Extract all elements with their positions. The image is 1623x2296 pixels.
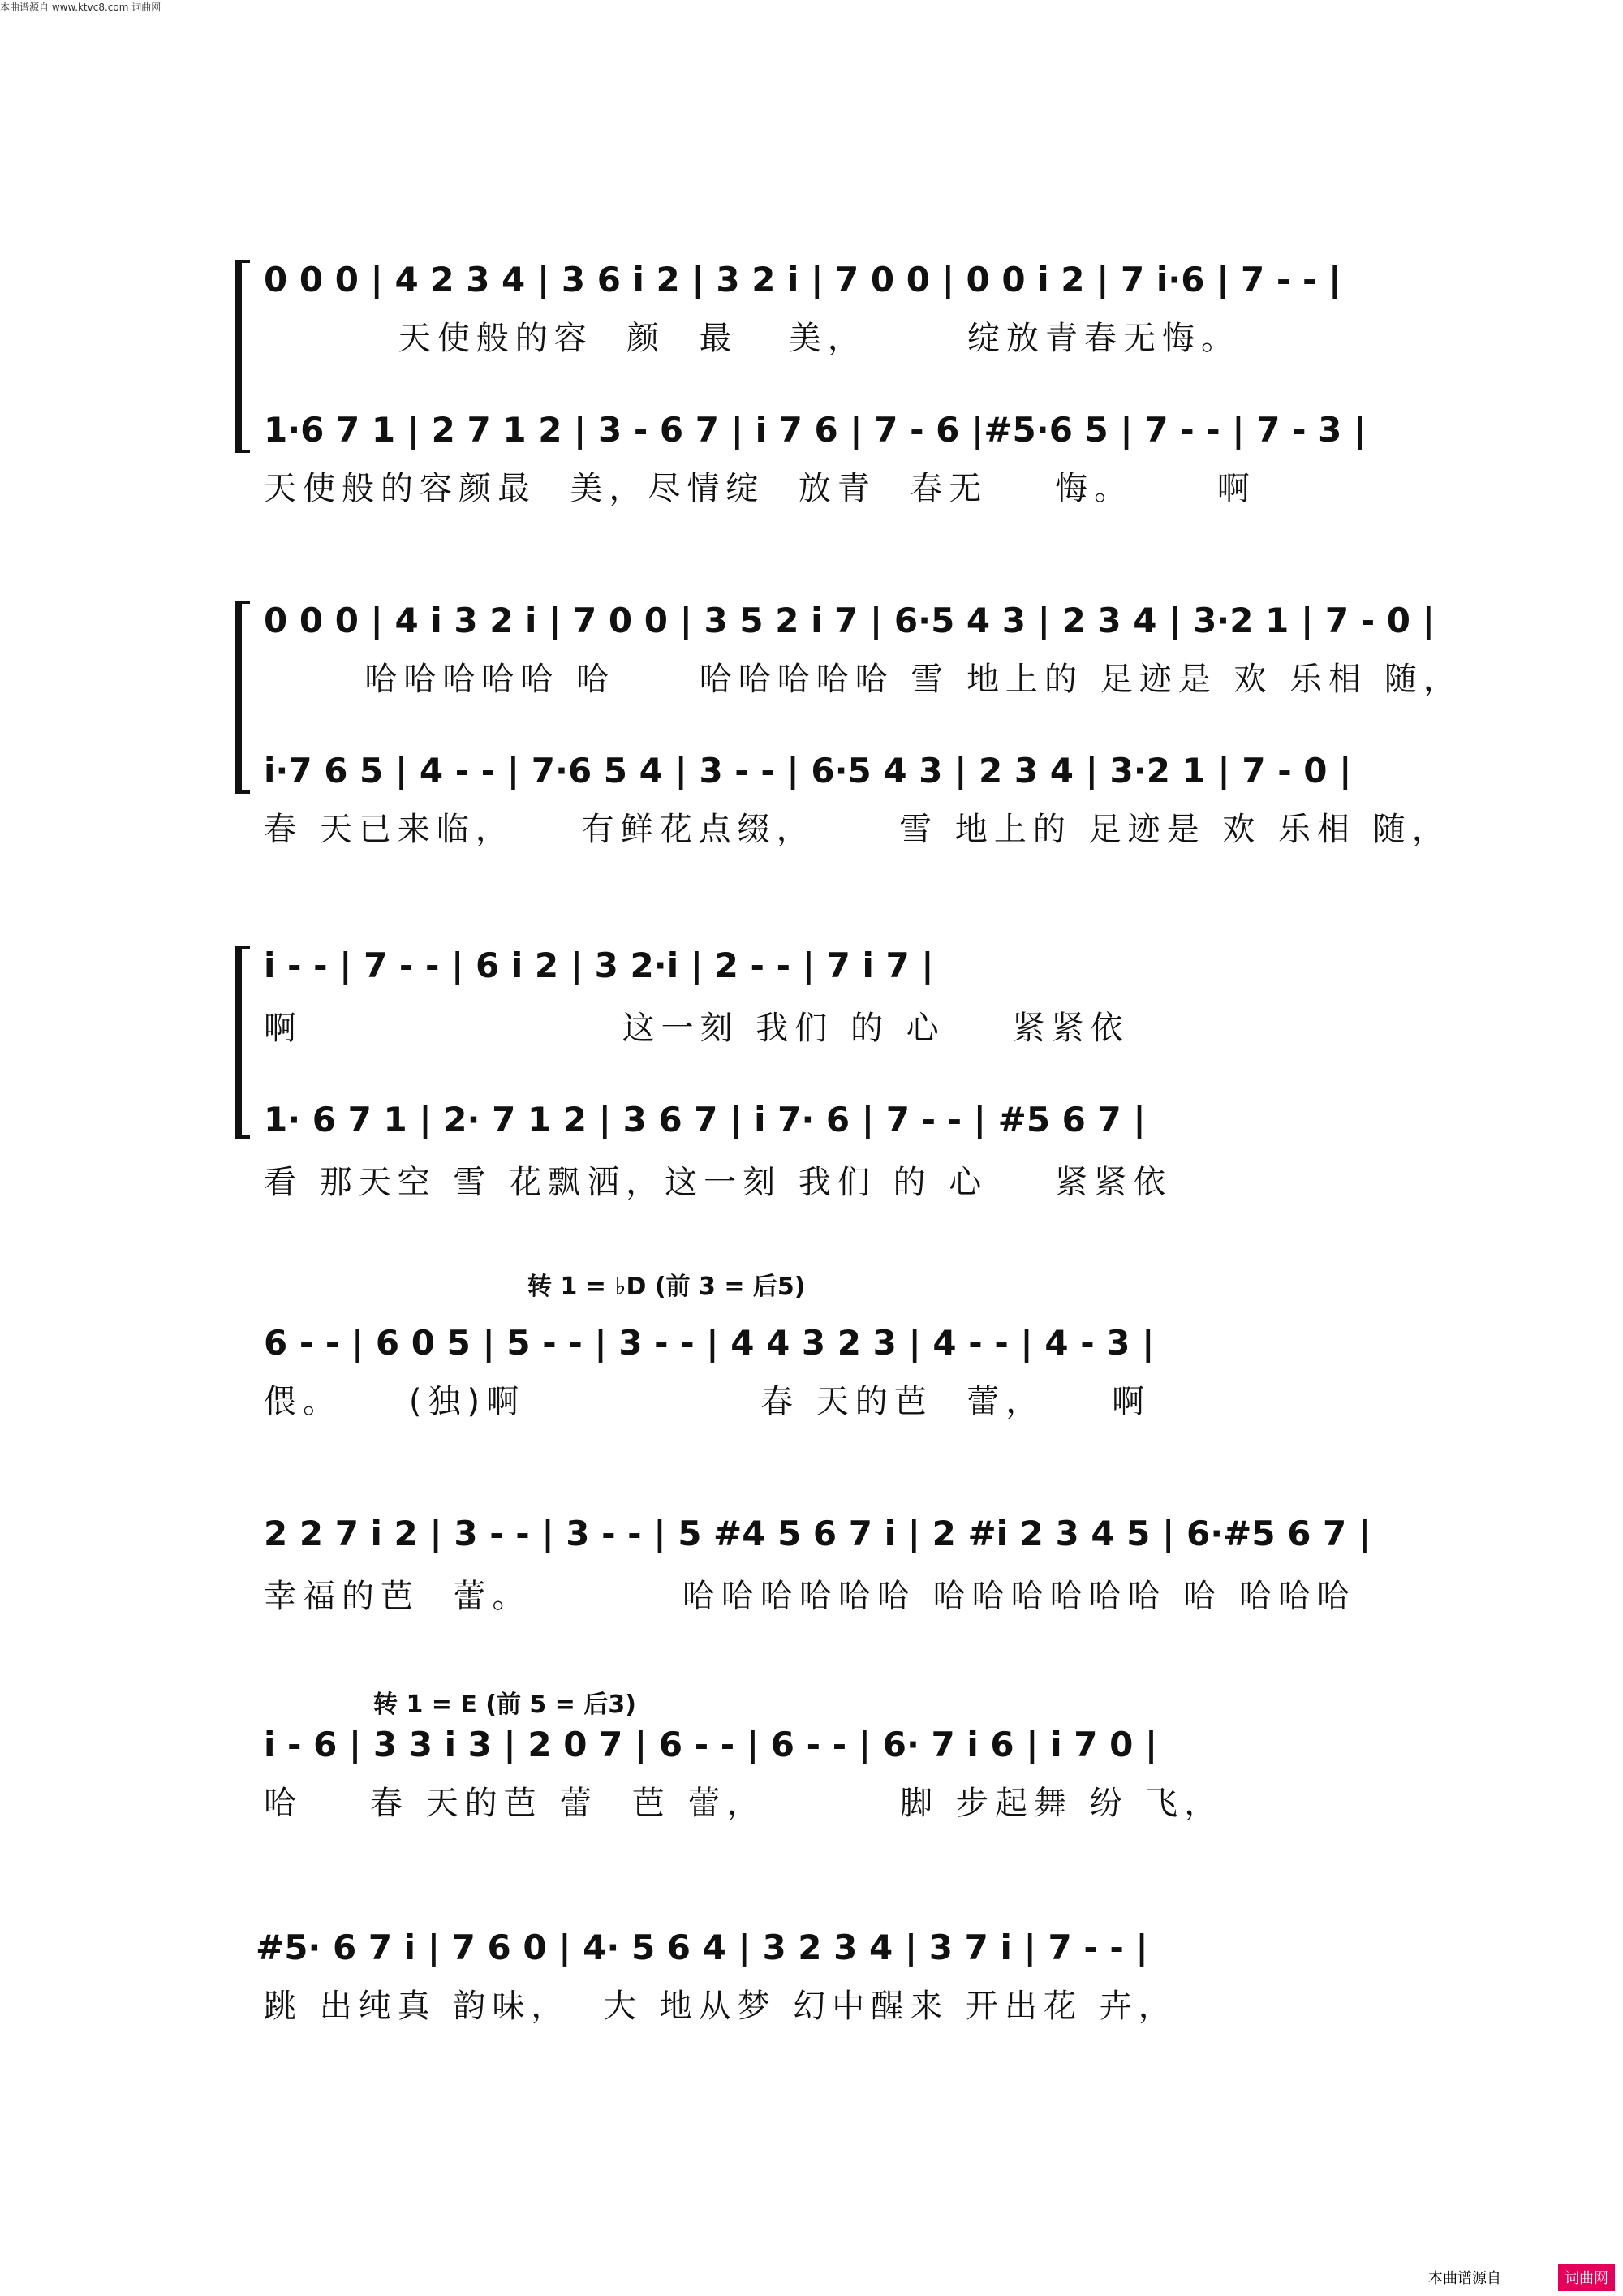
lyrics-line: 哈哈哈哈哈 哈 哈哈哈哈哈 雪 地上的 足迹是 欢 乐相 随， [264, 661, 1462, 698]
notes-line: i·7 6 5 | 4 - - | 7·6 5 4 | 3 - - | 6·5 4 3 | 2 3 4 | 3·2 1 | 7 - 0 | [264, 751, 1352, 790]
notes-line: 6 - - | 6 0 5 | 5 - - | 3 - - | 4 4 3 2 3 | 4 - - | 4 - 3 | [264, 1323, 1155, 1363]
lyrics-line: 天使般的容颜最 美，尽情绽 放青 春无 悔。 啊 [264, 470, 1256, 507]
notes-line: #5· 6 7 i | 7 6 0 | 4· 5 6 4 | 3 2 3 4 | 3 7 i | 7 - - | [256, 1928, 1148, 1967]
lyrics-line: 天使般的容 颜 最 美， 绽放青春无悔。 [264, 320, 1241, 357]
notes-line: 2 2 7 i 2 | 3 - - | 3 - - | 5 #4 5 6 7 i | 2 #i 2 3 4 5 | 6·#5 6 7 | [264, 1514, 1371, 1553]
lyrics-line: 幸福的芭 蕾。 哈哈哈哈哈哈 哈哈哈哈哈哈 哈 哈哈哈 [264, 1578, 1357, 1615]
lyrics-line: 春 天已来临， 有鲜花点缀， 雪 地上的 足迹是 欢 乐相 随， [264, 811, 1451, 848]
key-modulation: 转 1 = ♭D (前 3 = 后5) [527, 1273, 806, 1301]
notes-line: 1· 6 7 1 | 2· 7 1 2 | 3 6 7 | i 7· 6 | 7 - - | #5 6 7 | [264, 1100, 1146, 1139]
lyrics-line: 啊 这一刻 我们 的 心 紧紧依 [264, 1010, 1130, 1047]
footer-source-label: 本曲谱源自 [1428, 2270, 1501, 2287]
lyrics-line: 跳 出纯真 韵味， 大 地从梦 幻中醒来 开出花 卉， [264, 1988, 1177, 2025]
notes-line: i - 6 | 3 3 i 3 | 2 0 7 | 6 - - | 6 - - | 6· 7 i 6 | i 7 0 | [264, 1725, 1158, 1764]
notes-line: 0 0 0 | 4 2 3 4 | 3 6 i 2 | 3 2 i | 7 0 0 | 0 0 i 2 | 7 i·6 | 7 - - | [264, 260, 1341, 299]
footer-logo: 词曲网 [1558, 2264, 1615, 2291]
notes-line: i - - | 7 - - | 6 i 2 | 3 2·i | 2 - - | 7 i 7 | [264, 946, 934, 985]
header-source-text: 本曲谱源自 www.ktvc8.com 词曲网 [0, 2, 161, 13]
system-bracket [235, 601, 250, 794]
notes-line: 1·6 7 1 | 2 7 1 2 | 3 - 6 7 | i 7 6 | 7 - 6 |#5·6 5 | 7 - - | 7 - 3 | [264, 410, 1367, 450]
notes-line: 0 0 0 | 4 i 3 2 i | 7 0 0 | 3 5 2 i 7 | 6·5 4 3 | 2 3 4 | 3·2 1 | 7 - 0 | [264, 601, 1435, 640]
system-bracket [235, 946, 250, 1139]
key-modulation: 转 1 = E (前 5 = 后3) [373, 1691, 636, 1719]
system-bracket [235, 260, 250, 453]
lyrics-line: 偎。 (独)啊 春 天的芭 蕾， 啊 [264, 1383, 1152, 1420]
lyrics-line: 哈 春 天的芭 蕾 芭 蕾， 脚 步起舞 纷 飞， [264, 1785, 1224, 1822]
lyrics-line: 看 那天空 雪 花飘洒，这一刻 我们 的 心 紧紧依 [264, 1164, 1173, 1201]
